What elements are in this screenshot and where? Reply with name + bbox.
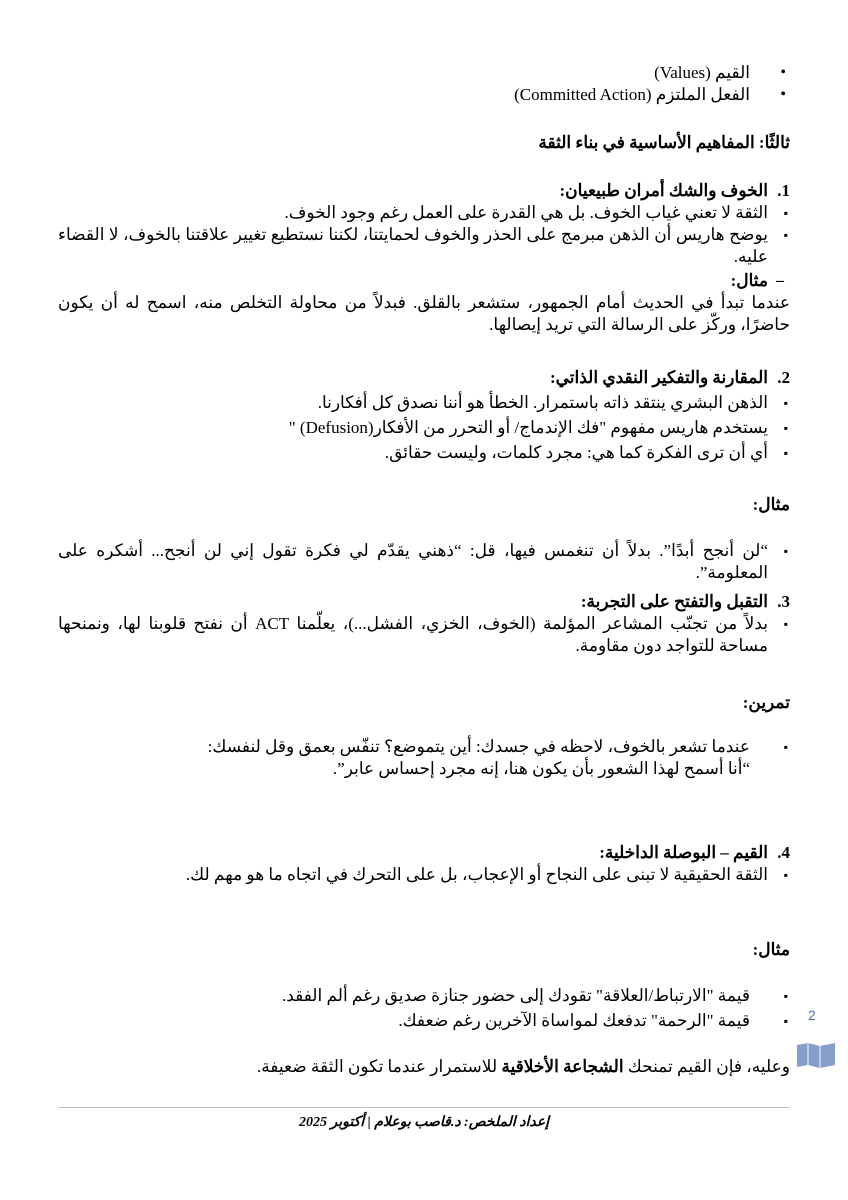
section-2-example [58,540,790,584]
page-flag-icon [795,1040,837,1070]
section-title: ثالثًا: المفاهيم الأساسية في بناء الثقة [538,133,790,152]
conclusion-highlight: الشجاعة الأخلاقية [501,1057,624,1076]
list-item: • القيم (Values) [58,62,790,84]
list-item: ▪ الذهن البشري ينتقد ذاته باستمرار. الخطأ هو أننا نصدق كل أفكارنا. [58,392,790,414]
conclusion-text-end: للاستمرار عندما تكون الثقة ضعيفة. [256,1057,502,1076]
section-4-examples [58,985,790,1032]
exercise [58,736,790,780]
conclusion [58,1056,790,1078]
section-2-number: 2. [777,368,790,387]
list-item: ▪ أي أن ترى الفكرة كما هي: مجرد كلمات، وليست حقائق. [58,442,790,464]
section-3-number: 3. [777,592,790,611]
list-item: ▪ الثقة الحقيقية لا تبنى على النجاح أو الإعجاب، بل على التحرك في اتجاه ما هو مهم لك. [58,864,790,886]
example-label: مثال: [752,495,790,514]
section-1-title: الخوف والشك أمران طبيعيان: [559,181,768,200]
footer-divider [58,1107,790,1108]
list-item: ▪ يوضح هاريس أن الذهن مبرمج على الحذر والخوف لحمايتنا، لكننا نستطيع تغيير علاقتنا بالخوف، لا القضاء عليه. [58,224,790,268]
exercise-quote: “أنا أسمح لهذا الشعور بأن يكون هنا، إنه مجرد إحساس عابر”. [332,759,750,778]
conclusion-text-start: وعليه، فإن القيم تمنحك [623,1057,790,1076]
section-4-number: 4. [777,843,790,862]
section-3 [58,591,790,657]
section-1 [58,180,790,336]
page-footer: إعداد الملخص: د.قاصب بوعلام | أكتوبر 2025 [299,1115,549,1130]
list-item: ▪ قيمة "الارتباط/العلاقة" تقودك إلى حضور جنازة صديق رغم ألم الفقد. [58,985,790,1007]
list-item: ▪ بدلاً من تجنّب المشاعر المؤلمة (الخوف، الخزي، الفشل...)، يعلّمنا ACT أن نفتح قلوبنا لها، ونمنحها مساحة للتواجد دون مقاومة. [58,613,790,657]
section-4 [58,842,790,886]
example-text: عندما تبدأ في الحديث أمام الجمهور، ستشعر بالقلق. فبدلاً من محاولة التخلص منه، اسمح له أن يكون حاضرًا، وركّز على الرسالة التي تريد إيصالها. [58,293,790,334]
example-label: – مثال: [58,270,790,292]
exercise-label: تمرين: [742,693,790,712]
top-bullet-list [58,62,790,106]
example-label: مثال: [752,940,790,959]
section-3-title: التقبل والتفتح على التجربة: [580,592,768,611]
page-number: 2 [808,1007,816,1023]
section-2 [58,367,790,464]
section-4-title: القيم – البوصلة الداخلية: [599,843,768,862]
section-2-heading [58,367,790,389]
section-1-number: 1. [777,181,790,200]
section-2-title: المقارنة والتفكير النقدي الذاتي: [549,368,768,387]
section-3-heading [58,591,790,613]
list-item: ▪ يستخدم هاريس مفهوم "فك الإندماج/ أو التحرر من الأفكار(Defusion) " [58,417,790,439]
list-item: ▪ عندما تشعر بالخوف، لاحظه في جسدك: أين يتموضع؟ تنفّس بعمق وقل لنفسك: [58,736,790,758]
list-item: • الفعل الملتزم (Committed Action) [58,84,790,106]
section-1-heading [58,180,790,202]
list-item: ▪ قيمة "الرحمة" تدفعك لمواساة الآخرين رغم ضعفك. [58,1010,790,1032]
list-item: ▪ الثقة لا تعني غياب الخوف. بل هي القدرة على العمل رغم وجود الخوف. [58,202,790,224]
section-4-heading [58,842,790,864]
list-item: ▪ “لن أنجح أبدًا”. بدلاً أن تنغمس فيها، قل: “ذهني يقدّم لي فكرة تقول إني لن أنجح... أشكره على المعلومة”. [58,540,790,584]
